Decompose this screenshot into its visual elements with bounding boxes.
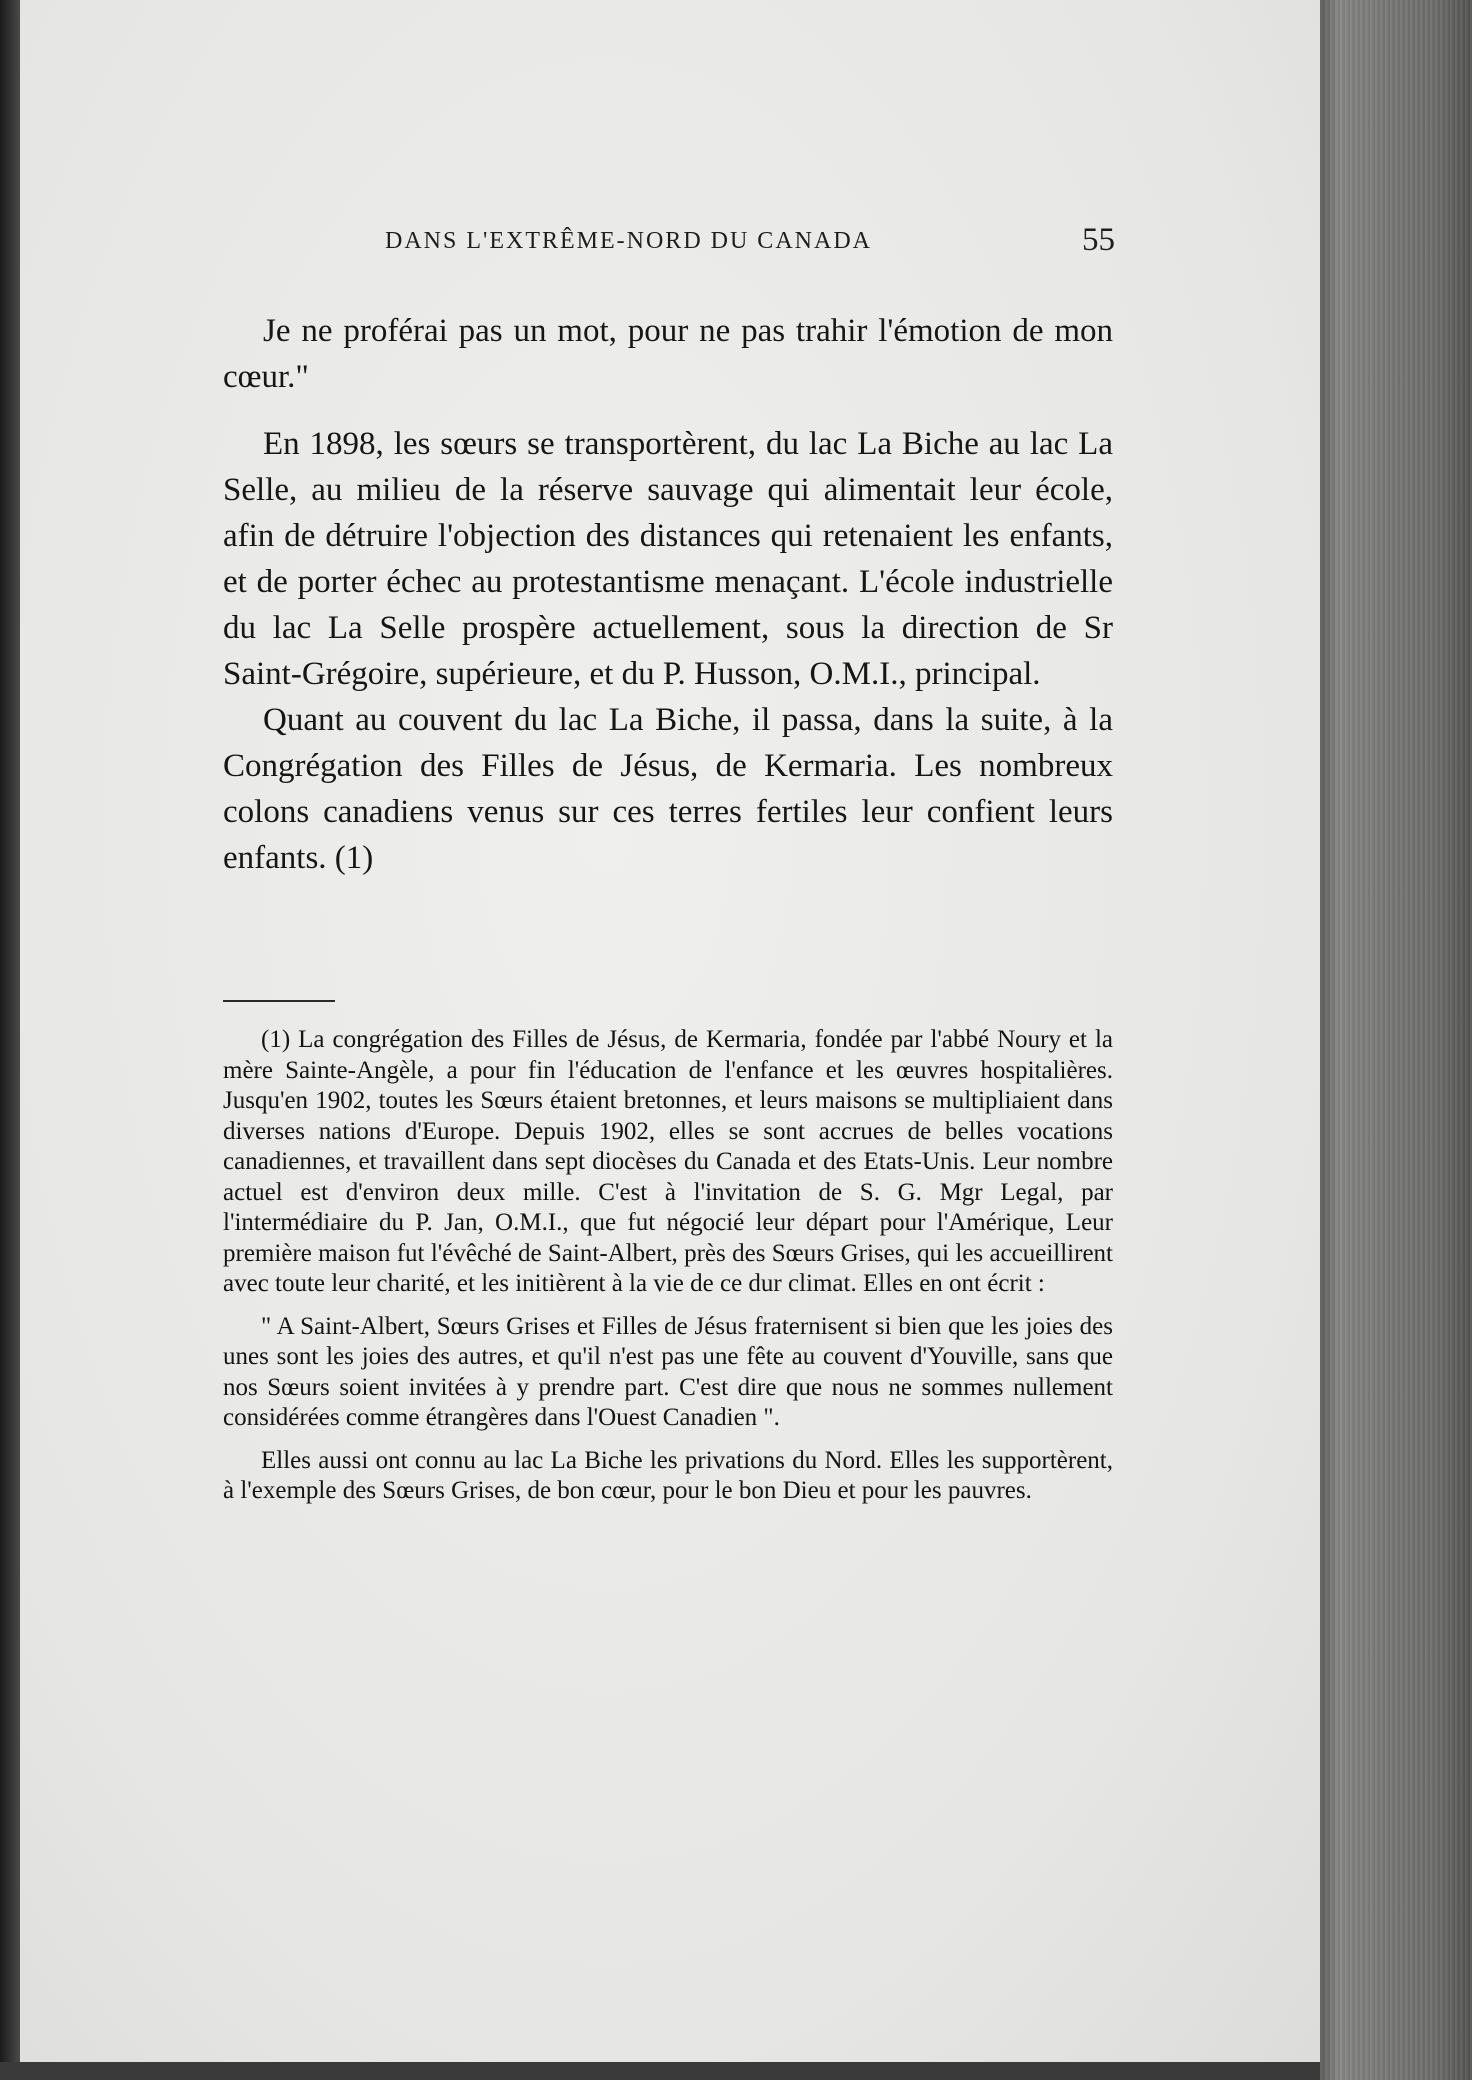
body-paragraph-1: Je ne proférai pas un mot, pour ne pas trahir l'émotion de mon cœur." (223, 313, 1113, 395)
running-head (205, 222, 1115, 262)
page-number: 55 (1082, 222, 1115, 258)
main-text (223, 308, 1113, 881)
footnote-rule (223, 1000, 335, 1002)
footnote-paragraph-2: " A Saint-Albert, Sœurs Grises et Filles de Jésus fraternisent si bien que les joies des unes sont les joies des autres, et qu'il n'est pas une fête au couvent d'Youville, sans que nos Sœurs soient invitées à y prendre part. C'est dire que nous ne sommes nullement considérées comme étrangères dans l'Ouest Canadien ". (223, 1312, 1113, 1431)
footnote (223, 1025, 1113, 1507)
bottom-edge (0, 2062, 1320, 2080)
body-paragraph-2: En 1898, les sœurs se transportèrent, du lac La Biche au lac La Selle, au milieu de la réserve sauvage qui alimentait leur école, afin de détruire l'objection des distances qui retenaient les enfants, et de porter échec au protestantisme menaçant. L'école industrielle du lac La Selle prospère actuellement, sous la direction de Sr Saint-Grégoire, supérieure, et du P. Husson, O.M.I., principal. (223, 426, 1113, 692)
left-page-edge (0, 0, 20, 2080)
footnote-paragraph-3: Elles aussi ont connu au lac La Biche les privations du Nord. Elles les supportèrent, à l'exemple des Sœurs Grises, de bon cœur, pour le bon Dieu et pour les pauvres. (223, 1446, 1113, 1504)
running-title: DANS L'EXTRÊME-NORD DU CANADA (385, 228, 872, 254)
body-paragraph-3: Quant au couvent du lac La Biche, il passa, dans la suite, à la Congrégation des Filles de Jésus, de Kermaria. Les nombreux colons canadiens venus sur ces terres fertiles leur confient leurs enfants. (1) (223, 702, 1113, 876)
footnote-paragraph-1: (1) La congrégation des Filles de Jésus, de Kermaria, fondée par l'abbé Noury et la mère Sainte-Angèle, a pour fin l'éducation de l'enfance et les œuvres hospitalières. Jusqu'en 1902, toutes les Sœurs étaient bretonnes, et leurs maisons se multipliaient dans diverses nations d'Europe. Depuis 1902, elles se sont accrues de belles vocations canadiennes, et travaillent dans sept diocèses du Canada et des Etats-Unis. Leur nombre actuel est d'environ deux mille. C'est à l'invitation de S. G. Mgr Legal, par l'intermédiaire du P. Jan, O.M.I., que fut négocié leur départ pour l'Amérique, Leur première maison fut l'évêché de Saint-Albert, près des Sœurs Grises, qui les accueillirent avec toute leur charité, et les initièrent à la vie de ce dur climat. Elles en ont écrit : (223, 1026, 1113, 1297)
book-fore-edge (1320, 0, 1472, 2080)
